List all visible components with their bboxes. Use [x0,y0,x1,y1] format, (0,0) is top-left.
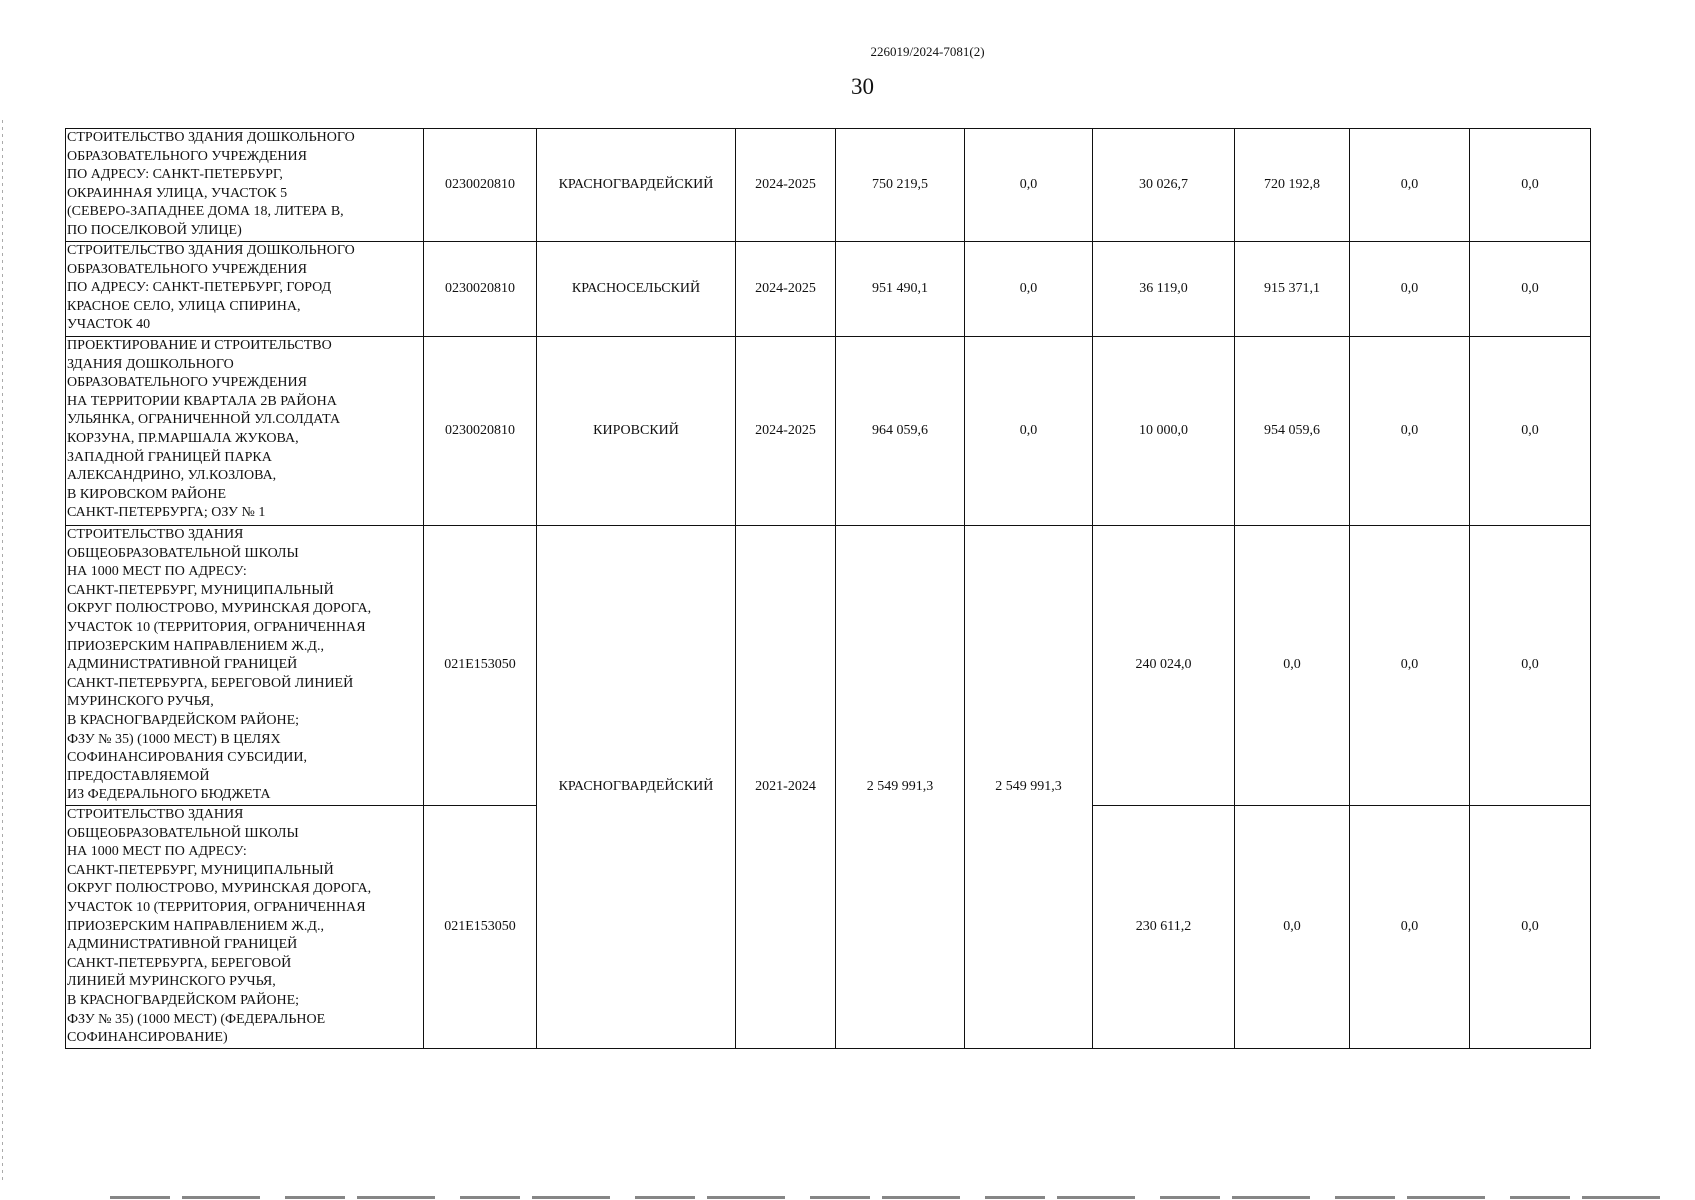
object-name: ПРОЕКТИРОВАНИЕ И СТРОИТЕЛЬСТВО ЗДАНИЯ ДОШКОЛЬНОГО ОБРАЗОВАТЕЛЬНОГО УЧРЕЖДЕНИЯ НА ТЕРРИТОРИИ КВАРТАЛА 2В РАЙОНА УЛЬЯНКА, ОГРАНИЧЕННОЙ УЛ.СОЛДАТА КОРЗУНА, ПР.МАРШАЛА ЖУКОВА, ЗАПАДНОЙ ГРАНИЦЕЙ ПАРКА АЛЕКСАНДРИНО, УЛ.КОЗЛОВА, В КИРОВСКОМ РАЙОНЕ САНКТ-ПЕТЕРБУРГА; ОЗУ № 1 [67,338,341,521]
document-number: 226019/2024-7081(2) [870,44,985,59]
object-name: СТРОИТЕЛЬСТВО ЗДАНИЯ ДОШКОЛЬНОГО ОБРАЗОВАТЕЛЬНОГО УЧРЕЖДЕНИЯ ПО АДРЕСУ: САНКТ-ПЕТЕРБУРГ, ОКРАИННАЯ УЛИЦА, УЧАСТОК 5 (СЕВЕРО-ЗАПАДНЕЕ ДОМА 18, ЛИТЕРА В, ПО ПОСЕЛКОВОЙ УЛИЦЕ) [67,130,355,238]
budget-code: 0230020810 [424,242,537,337]
amount-2025: 0,0 [1235,526,1350,806]
amount-2026: 0,0 [1350,806,1470,1049]
object-name: СТРОИТЕЛЬСТВО ЗДАНИЯ ОБЩЕОБРАЗОВАТЕЛЬНОЙ ШКОЛЫ НА 1000 МЕСТ ПО АДРЕСУ: САНКТ-ПЕТЕРБУРГ, МУНИЦИПАЛЬНЫЙ ОКРУГ ПОЛЮСТРОВО, МУРИНСКАЯ ДОРОГА, УЧАСТОК 10 (ТЕРРИТОРИЯ, ОГРАНИЧЕННАЯ ПРИОЗЕРСКИМ НАПРАВЛЕНИЕМ Ж.Д., АДМИНИСТРАТИВНОЙ ГРАНИЦЕЙ САНКТ-ПЕТЕРБУРГА, БЕРЕГОВОЙ ЛИНИЕЙ МУРИНСКОГО РУЧЬЯ, В КРАСНОГВАРДЕЙСКОМ РАЙОНЕ; ФЗУ № 35) (1000 МЕСТ) (ФЕДЕРАЛЬНОЕ СОФИНАНСИРОВАНИЕ) [67,807,372,1046]
scan-left-edge [2,120,3,1180]
prior-financing: 2 549 991,3 [965,526,1093,1049]
total-cost: 750 219,5 [836,129,965,242]
table-row [66,526,1591,806]
amount-2024: 10 000,0 [1093,337,1235,526]
period: 2024-2025 [736,129,836,242]
district: КРАСНОГВАРДЕЙСКИЙ [537,129,736,242]
page-number: 30 [851,74,874,99]
prior-financing: 0,0 [965,129,1093,242]
amount-2027: 0,0 [1470,337,1591,526]
amount-2026: 0,0 [1350,526,1470,806]
object-name-cell [66,129,424,242]
period: 2024-2025 [736,242,836,337]
budget-code: 021E153050 [424,806,537,1049]
object-name-cell [66,242,424,337]
amount-2026: 0,0 [1350,129,1470,242]
table-row [66,129,1591,242]
amount-2024: 230 611,2 [1093,806,1235,1049]
object-name-cell [66,806,424,1049]
budget-table [65,128,1591,1049]
amount-2027: 0,0 [1470,806,1591,1049]
total-cost: 964 059,6 [836,337,965,526]
total-cost: 951 490,1 [836,242,965,337]
amount-2024: 240 024,0 [1093,526,1235,806]
total-cost: 2 549 991,3 [836,526,965,1049]
prior-financing: 0,0 [965,242,1093,337]
amount-2025: 720 192,8 [1235,129,1350,242]
amount-2027: 0,0 [1470,526,1591,806]
period: 2024-2025 [736,337,836,526]
amount-2026: 0,0 [1350,242,1470,337]
amount-2025: 915 371,1 [1235,242,1350,337]
amount-2027: 0,0 [1470,129,1591,242]
scan-bottom-rule [110,1196,1670,1199]
district: КРАСНОСЕЛЬСКИЙ [537,242,736,337]
table-row [66,337,1591,526]
table-row [66,242,1591,337]
amount-2024: 30 026,7 [1093,129,1235,242]
prior-financing: 0,0 [965,337,1093,526]
budget-code: 021E153050 [424,526,537,806]
district: КРАСНОГВАРДЕЙСКИЙ [537,526,736,1049]
period: 2021-2024 [736,526,836,1049]
object-name: СТРОИТЕЛЬСТВО ЗДАНИЯ ДОШКОЛЬНОГО ОБРАЗОВАТЕЛЬНОГО УЧРЕЖДЕНИЯ ПО АДРЕСУ: САНКТ-ПЕТЕРБУРГ, ГОРОД КРАСНОЕ СЕЛО, УЛИЦА СПИРИНА, УЧАСТОК 40 [67,243,355,333]
object-name-cell [66,337,424,526]
object-name-cell [66,526,424,806]
district: КИРОВСКИЙ [537,337,736,526]
budget-code: 0230020810 [424,337,537,526]
amount-2024: 36 119,0 [1093,242,1235,337]
amount-2025: 954 059,6 [1235,337,1350,526]
amount-2025: 0,0 [1235,806,1350,1049]
amount-2027: 0,0 [1470,242,1591,337]
object-name: СТРОИТЕЛЬСТВО ЗДАНИЯ ОБЩЕОБРАЗОВАТЕЛЬНОЙ ШКОЛЫ НА 1000 МЕСТ ПО АДРЕСУ: САНКТ-ПЕТЕРБУРГ, МУНИЦИПАЛЬНЫЙ ОКРУГ ПОЛЮСТРОВО, МУРИНСКАЯ ДОРОГА, УЧАСТОК 10 (ТЕРРИТОРИЯ, ОГРАНИЧЕННАЯ ПРИОЗЕРСКИМ НАПРАВЛЕНИЕМ Ж.Д., АДМИНИСТРАТИВНОЙ ГРАНИЦЕЙ САНКТ-ПЕТЕРБУРГА, БЕРЕГОВОЙ ЛИНИЕЙ МУРИНСКОГО РУЧЬЯ, В КРАСНОГВАРДЕЙСКОМ РАЙОНЕ; ФЗУ № 35) (1000 МЕСТ) В ЦЕЛЯХ СОФИНАНСИРОВАНИЯ СУБСИДИИ, ПРЕДОСТАВЛЯЕМОЙ ИЗ ФЕДЕРАЛЬНОГО БЮДЖЕТА [67,527,372,803]
budget-code: 0230020810 [424,129,537,242]
amount-2026: 0,0 [1350,337,1470,526]
